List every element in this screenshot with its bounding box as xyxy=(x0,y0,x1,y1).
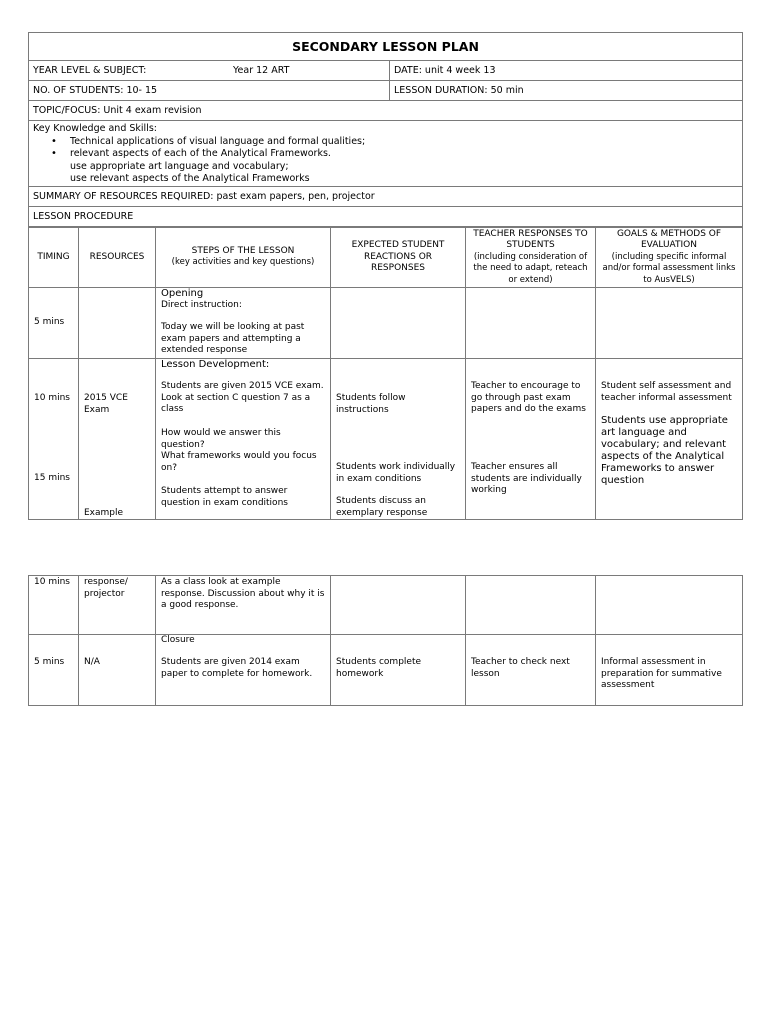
col-resources: RESOURCES xyxy=(79,227,156,288)
teacher-cell xyxy=(466,635,596,706)
steps-cell xyxy=(156,288,331,359)
table-row xyxy=(29,576,743,635)
timing-cell: 5 mins xyxy=(29,288,79,359)
list-item: • relevant aspects of each of the Analytical Frameworks. xyxy=(33,148,738,161)
timing-a: 10 mins xyxy=(34,393,70,403)
col-teacher-title: TEACHER RESPONSES TO STUDENTS xyxy=(473,228,588,250)
step-heading: Opening xyxy=(161,288,204,299)
resources-cell xyxy=(79,359,156,520)
expected-cell xyxy=(331,576,466,635)
teacher-cell xyxy=(466,288,596,359)
expected-b: Students work individually in exam conditions xyxy=(336,462,456,484)
expected-cell xyxy=(331,359,466,520)
teacher-cell xyxy=(466,576,596,635)
teacher-a: Teacher to encourage to go through past exam papers and do the exams xyxy=(471,381,586,414)
timing-b: 15 mins xyxy=(34,473,70,483)
resource-value: N/A xyxy=(84,657,100,667)
timing-value: 5 mins xyxy=(34,657,65,667)
col-teacher xyxy=(466,227,596,288)
step-text: Students are given 2014 exam paper to complete for homework. xyxy=(161,657,313,679)
resources-cell xyxy=(79,635,156,706)
expected-a: Students follow instructions xyxy=(336,393,406,415)
timing-cell: 10 mins xyxy=(29,576,79,635)
key-knowledge-list xyxy=(33,136,738,186)
goals-b: Students use appropriate art language and vocabulary; and relevant aspects of the Analytical Frameworks to answer question xyxy=(601,415,728,486)
steps-cell xyxy=(156,635,331,706)
list-item: • Technical applications of visual language and formal qualities; xyxy=(33,136,738,149)
col-steps-title: STEPS OF THE LESSON xyxy=(191,245,295,256)
col-goals xyxy=(596,227,743,288)
lesson-plan-page-1 xyxy=(28,32,742,520)
expected-cell xyxy=(331,288,466,359)
resources-field: SUMMARY OF RESOURCES REQUIRED: past exam papers, pen, projector xyxy=(29,186,743,206)
page-title: SECONDARY LESSON PLAN xyxy=(29,33,743,61)
resource-a: 2015 VCE Exam xyxy=(84,393,128,415)
duration-field: LESSON DURATION: 50 min xyxy=(390,81,743,101)
col-teacher-sub: (including consideration of the need to adapt, reteach or extend) xyxy=(473,251,588,285)
col-steps xyxy=(156,227,331,288)
procedure-table xyxy=(28,227,743,521)
students-field: NO. OF STUDENTS: 10- 15 xyxy=(29,81,390,101)
timing-cell xyxy=(29,635,79,706)
resources-cell xyxy=(79,288,156,359)
expected-cell xyxy=(331,635,466,706)
year-level-cell xyxy=(29,61,390,81)
goals-cell xyxy=(596,359,743,520)
step-a: Students are given 2015 VCE exam. Look at section C question 7 as a class xyxy=(161,381,324,414)
teacher-b: Teacher ensures all students are individually working xyxy=(471,462,582,495)
procedure-table-continued xyxy=(28,575,743,706)
lesson-plan-page-2 xyxy=(28,575,742,706)
year-level-label: YEAR LEVEL & SUBJECT: xyxy=(33,65,147,76)
goals-cell xyxy=(596,635,743,706)
table-header-row xyxy=(29,227,743,288)
steps-cell xyxy=(156,359,331,520)
col-expected: EXPECTED STUDENT REACTIONS OR RESPONSES xyxy=(331,227,466,288)
col-timing: TIMING xyxy=(29,227,79,288)
steps-cell: As a class look at example response. Discussion about why it is a good response. xyxy=(156,576,331,635)
step-c: What frameworks would you focus on? xyxy=(161,451,317,473)
table-row xyxy=(29,288,743,359)
teacher-cell xyxy=(466,359,596,520)
step-sub: Direct instruction: xyxy=(161,299,242,310)
goals-cell xyxy=(596,288,743,359)
key-knowledge-label: Key Knowledge and Skills: xyxy=(33,123,157,134)
step-d: Students attempt to answer question in exam conditions xyxy=(161,486,288,508)
topic-field: TOPIC/FOCUS: Unit 4 exam revision xyxy=(29,101,743,121)
date-field: DATE: unit 4 week 13 xyxy=(390,61,743,81)
step-b: How would we answer this question? xyxy=(161,428,281,450)
table-row xyxy=(29,635,743,706)
resource-b: Example xyxy=(84,508,124,518)
list-item: use appropriate art language and vocabulary; xyxy=(70,160,289,172)
teacher-value: Teacher to check next lesson xyxy=(471,657,570,679)
key-knowledge-cell xyxy=(29,121,743,187)
list-item: use relevant aspects of the Analytical Frameworks xyxy=(70,173,310,184)
col-goals-title: GOALS & METHODS OF EVALUATION xyxy=(616,228,722,250)
col-steps-sub: (key activities and key questions) xyxy=(171,257,315,268)
col-goals-sub: (including specific informal and/or formal assessment links to AusVELS) xyxy=(602,251,736,285)
expected-c: Students discuss an exemplary response xyxy=(336,496,428,518)
goals-a: Student self assessment and teacher informal assessment xyxy=(601,381,732,403)
timing-cell xyxy=(29,359,79,520)
table-row xyxy=(29,359,743,520)
procedure-heading: LESSON PROCEDURE xyxy=(29,206,743,226)
step-heading: Closure xyxy=(161,635,195,645)
goals-value: Informal assessment in preparation for summative assessment xyxy=(601,657,722,690)
lesson-info-table xyxy=(28,32,743,227)
expected-value: Students complete homework xyxy=(336,657,422,679)
resources-cell: response/ projector xyxy=(79,576,156,635)
goals-cell xyxy=(596,576,743,635)
step-text: Today we will be looking at past exam papers and attempting a extended response xyxy=(161,322,305,355)
year-level-value: Year 12 ART xyxy=(233,65,290,76)
step-heading: Lesson Development: xyxy=(161,359,270,370)
